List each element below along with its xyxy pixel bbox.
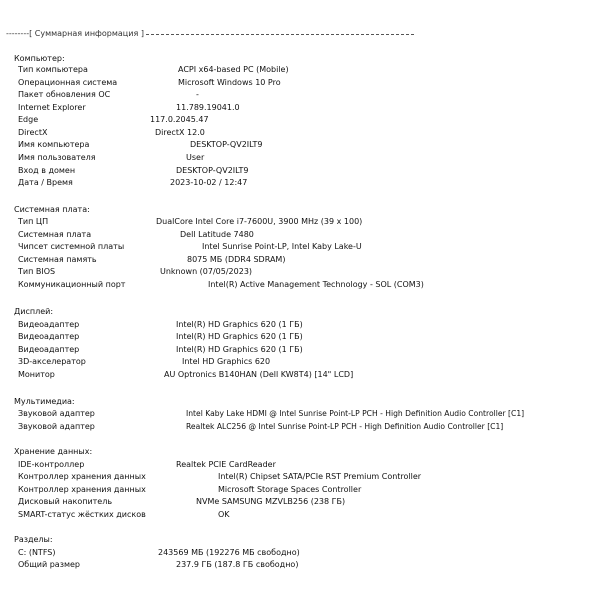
row-value: OK: [218, 510, 230, 519]
row-label: Имя компьютера: [18, 140, 90, 149]
row-label: Edge: [18, 115, 39, 124]
row-value: Realtek PCIE CardReader: [176, 460, 276, 469]
row-value: 243569 МБ (192276 МБ свободно): [158, 548, 300, 557]
row-label: Internet Explorer: [18, 103, 86, 112]
row-label: 3D-акселератор: [18, 357, 86, 366]
row-value: Intel(R) HD Graphics 620 (1 ГБ): [176, 320, 303, 329]
row-label: Контроллер хранения данных: [18, 485, 146, 494]
section-title-display: Дисплей:: [14, 307, 54, 316]
row-value: 8075 МБ (DDR4 SDRAM): [187, 255, 286, 264]
row-value: Microsoft Storage Spaces Controller: [218, 485, 362, 494]
row-label: C: (NTFS): [18, 548, 56, 557]
row-value: 237.9 ГБ (187.8 ГБ свободно): [176, 560, 299, 569]
row-value: AU Optronics B140HAN (Dell KW8T4) [14" LCD]: [164, 370, 354, 379]
row-label: Тип компьютера: [18, 65, 88, 74]
row-value: 2023-10-02 / 12:47: [170, 178, 248, 187]
section-title-computer: Компьютер:: [14, 54, 65, 63]
row-label: Видеоадаптер: [18, 332, 80, 341]
row-value: Microsoft Windows 10 Pro: [178, 78, 281, 87]
header-dashed-rule: [146, 34, 414, 35]
section-title-partitions: Разделы:: [14, 535, 53, 544]
section-title-motherboard: Системная плата:: [14, 205, 90, 214]
row-label: Системная плата: [18, 230, 92, 239]
row-value: User: [186, 153, 205, 162]
row-label: Общий размер: [18, 560, 80, 569]
section-title-multimedia: Мультимедиа:: [14, 397, 75, 406]
row-value: 117.0.2045.47: [150, 115, 209, 124]
row-value: Intel(R) Chipset SATA/PCIe RST Premium Controller: [218, 472, 422, 481]
row-label: Пакет обновления ОС: [18, 90, 111, 99]
row-label: Тип BIOS: [18, 267, 56, 276]
row-label: Имя пользователя: [18, 153, 96, 162]
row-label: Дисковый накопитель: [18, 497, 113, 506]
row-label: Звуковой адаптер: [18, 409, 95, 418]
row-label: Тип ЦП: [18, 217, 49, 226]
row-value: Unknown (07/05/2023): [160, 267, 253, 276]
row-label: Видеоадаптер: [18, 320, 80, 329]
row-value: Intel(R) HD Graphics 620 (1 ГБ): [176, 332, 303, 341]
row-value: -: [196, 90, 199, 99]
row-label: Операционная система: [18, 78, 118, 87]
row-label: Дата / Время: [18, 178, 73, 187]
row-label: Чипсет системной платы: [18, 242, 125, 251]
row-value: Intel Sunrise Point-LP, Intel Kaby Lake-U: [202, 242, 362, 251]
row-value: 11.789.19041.0: [176, 103, 240, 112]
row-value: Intel HD Graphics 620: [182, 357, 271, 366]
row-label: DirectX: [18, 128, 48, 137]
header-suffix: ]: [140, 29, 144, 38]
row-value: DESKTOP-QV2ILT9: [176, 166, 249, 175]
row-label: Видеоадаптер: [18, 345, 80, 354]
row-value: Intel(R) HD Graphics 620 (1 ГБ): [176, 345, 303, 354]
report-header: [6, 30, 414, 38]
row-label: Контроллер хранения данных: [18, 472, 146, 481]
row-label: Звуковой адаптер: [18, 422, 95, 431]
header-prefix: --------[: [6, 29, 33, 38]
row-value: DESKTOP-QV2ILT9: [190, 140, 263, 149]
section-title-storage: Хранение данных:: [14, 447, 93, 456]
row-label: Монитор: [18, 370, 55, 379]
row-value: NVMe SAMSUNG MZVLB256 (238 ГБ): [196, 497, 346, 506]
row-value: DirectX 12.0: [155, 128, 205, 137]
row-value: ACPI x64-based PC (Mobile): [178, 65, 289, 74]
row-value: Intel(R) Active Management Technology - SOL (COM3): [208, 280, 424, 289]
row-label: IDE-контроллер: [18, 460, 85, 469]
row-value: DualCore Intel Core i7-7600U, 3900 MHz (39 x 100): [156, 217, 363, 226]
row-label: Коммуникационный порт: [18, 280, 126, 289]
row-label: SMART-статус жёстких дисков: [18, 510, 146, 519]
row-value: Dell Latitude 7480: [180, 230, 254, 239]
row-label: Системная память: [18, 255, 97, 264]
header-title: Суммарная информация: [34, 29, 139, 38]
row-label: Вход в домен: [18, 166, 76, 175]
row-value: Intel Kaby Lake HDMI @ Intel Sunrise Point-LP PCH - High Definition Audio Controller [C1]: [186, 409, 525, 418]
row-value: Realtek ALC256 @ Intel Sunrise Point-LP PCH - High Definition Audio Controller [C1]: [186, 422, 504, 431]
